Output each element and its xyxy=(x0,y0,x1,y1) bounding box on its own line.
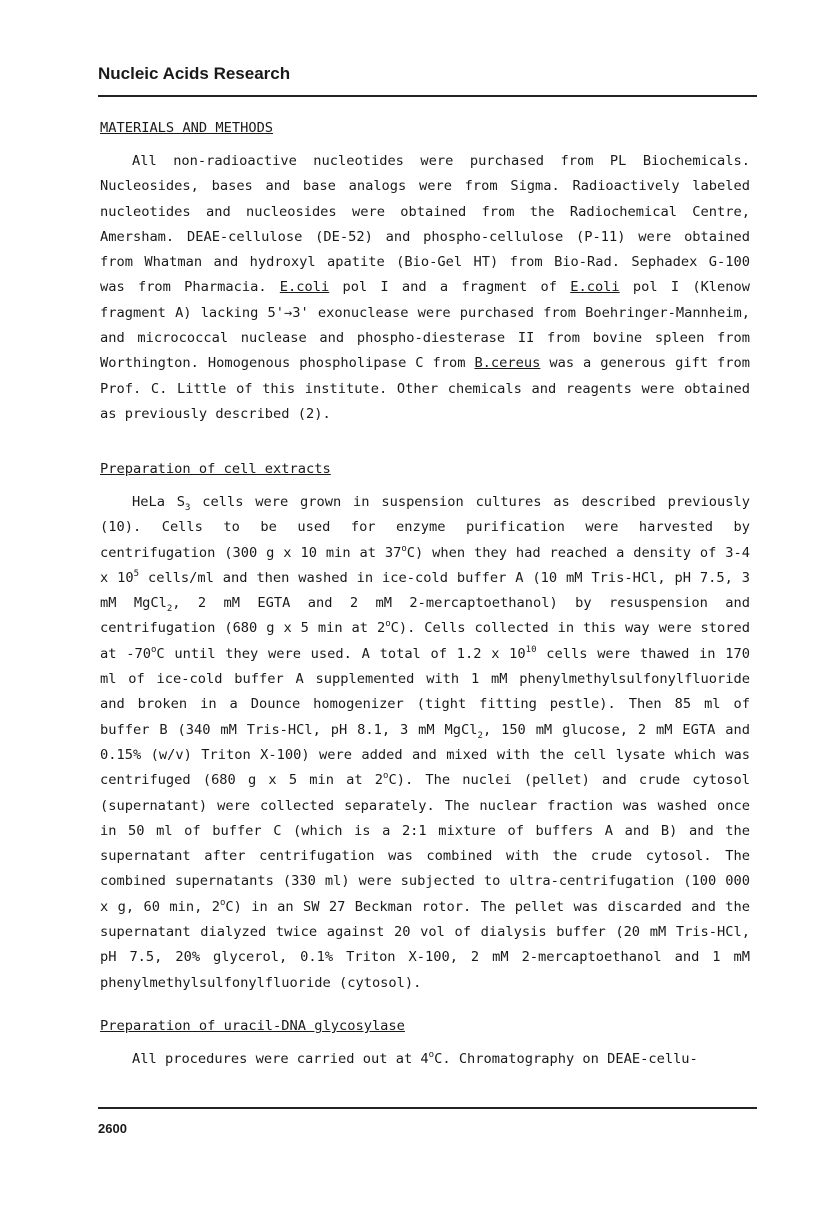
page-number: 2600 xyxy=(98,1121,127,1136)
paragraph-cell-extracts: HeLa $S_3$ cells were grown in suspension cultures as described previously (10). Cells to be used for enzyme purification were harvested by centrifugation (300 g x 10 min at 37$^o$C) when they had reached a density of 3-4 x $10^5$ cells/ml and then washed in ice-cold buffer A (10 mM Tris-HCl, pH 7.5, 3 mM MgCl$_2$, 2 mM EGTA and 2 mM 2-mercaptoethanol) by resuspension and centrifugation (680 g x 5 min at 2$^o$C). Cells collected in this way were stored at -70$^o$C until they were used. A total of 1.2 x $10^{10}$ cells were thawed in 170 ml of ice-cold buffer A supplemented with 1 mM phenylmethylsulfonylfluoride and broken in a Dounce homogenizer (tight fitting pestle). Then 85 ml of buffer B (340 mM Tris-HCl, pH 8.1, 3 mM MgCl$_2$, 150 mM glucose, 2 mM EGTA and 0.15% (w/v) Triton X-100) were added and mixed with the cell lysate which was centrifuged (680 g x 5 min at 2$^o$C). The nuclei (pellet) and crude cytosol (supernatant) were collected separately. The nuclear fraction was washed once in 50 ml of buffer C (which is a 2:1 mixture of buffers A and B) and the supernatant after centrifugation was combined with the crude cytosol. The combined supernatants (330 ml) were subjected to ultra-centrifugation (100 000 x g, 60 min, 2$^o$C) in an SW 27 Beckman rotor. The pellet was discarded and the supernatant dialyzed twice against 20 vol of dialysis buffer (20 mM Tris-HCl, pH 7.5, 20% glycerol, 0.1% Triton X-100, 2 mM 2-mercaptoethanol and 1 mM phenylmethylsulfonylfluoride (cytosol). xyxy=(100,494,751,991)
p1-ecoli-2: E.coli xyxy=(570,279,620,296)
p1-run-1: All non-radioactive nucleotides were purchased from PL Biochemicals. Nucleosides, bases and base analogs were from Sigma. Radioactively labeled nucleotides and nucleosides were obtained from the Radiochemical Centre, Amersham. DEAE-cellulose (DE-52) and phospho-cellulose (P-11) were obtained from Whatman and hydroxyl apatite (Bio-Gel HT) from Bio-Rad. Sephadex G-100 was from Pharmacia. xyxy=(100,153,750,296)
p1-ecoli-1: E.coli xyxy=(279,279,330,296)
paragraph-materials-and-methods xyxy=(100,149,750,427)
section-heading-cell-extracts: Preparation of cell extracts xyxy=(100,461,331,477)
header-rule xyxy=(98,95,757,97)
journal-title: Nucleic Acids Research xyxy=(98,64,291,83)
p1-run-3: pol I (Klenow fragment A) lacking 5'→3' exonuclease were purchased from Boehringer-Mannheim, and micrococcal nuclease and phospho-diesterase II from bovine spleen from Worthington. Homogenous phospholipase C from xyxy=(100,279,751,372)
p1-run-2: pol I and a fragment of xyxy=(329,279,571,296)
paragraph-uracil-dna-glycosylase: All procedures were carried out at 4$^o$C. Chromatography on DEAE-cellu- xyxy=(132,1050,698,1067)
footer-rule xyxy=(98,1107,757,1109)
section-heading-materials-and-methods: MATERIALS AND METHODS xyxy=(100,120,274,136)
p1-bcereus: B.cereus xyxy=(474,355,541,372)
p1-run-4: was a generous gift from Prof. C. Little of this institute. Other chemicals and reagents were obtained as previously described (2). xyxy=(100,355,750,422)
section-heading-uracil-dna-glycosylase: Preparation of uracil-DNA glycosylase xyxy=(100,1018,405,1034)
